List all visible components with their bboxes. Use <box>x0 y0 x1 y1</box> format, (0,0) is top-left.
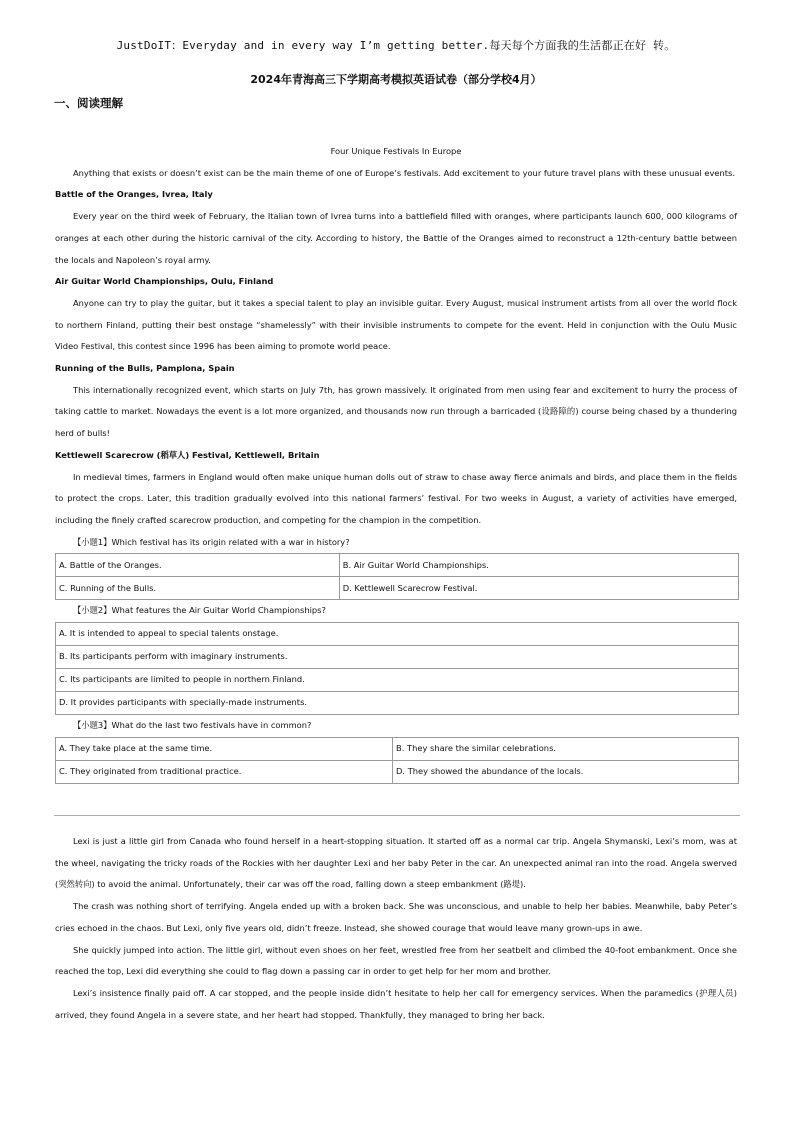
festival-heading-4: Kettlewell Scarecrow (稻草人) Festival, Kettlewell, Britain <box>55 449 320 460</box>
festival-text-1: Every year on the third week of February, the Italian town of Ivrea turns into a battlefield filled with oranges, where participants launch 600, 000 kilograms of oranges at each other during the historic carnival of the city. According to history, the Battle of the Oranges aimed to reconstruct a 12th-century battle between the locals and Napoleon’s royal army. <box>55 211 737 265</box>
section-heading: 一、阅读理解 <box>54 96 123 110</box>
q3-option-c[interactable]: C. They originated from traditional practice. <box>56 760 393 783</box>
passage-1 <box>55 141 737 784</box>
q3-option-b[interactable]: B. They share the similar celebrations. <box>393 737 739 760</box>
q1-option-d[interactable]: D. Kettlewell Scarecrow Festival. <box>339 577 738 600</box>
q2-option-a[interactable]: A. It is intended to appeal to special talents onstage. <box>56 623 739 646</box>
question-1-stem: 【小题1】Which festival has its origin related with a war in history? <box>73 536 350 547</box>
festival-text-3: This internationally recognized event, which starts on July 7th, has grown massively. It originated from men using fear and excitement to hurry the process of taking cattle to market. Nowadays the event is a lot more organized, and thousands now run through a barricaded (设路障的) course being chased by a thundering herd of bulls! <box>55 384 737 439</box>
q3-option-d[interactable]: D. They showed the abundance of the locals. <box>393 760 739 783</box>
passage-2-paragraph-3: She quickly jumped into action. The little girl, without even shoes on her feet, wrestled free from her seatbelt and climbed the 40-foot embankment. Once she reached the top, Lexi did everything she could to flag down a passing car in order to get help for her mom and brother. <box>55 944 737 977</box>
question-2-options <box>55 622 739 715</box>
page-header: JustDoIT：Everyday and in every way I’m getting better.每天每个方面我的生活都正在好 转。 <box>116 39 676 52</box>
question-1-options <box>55 553 739 600</box>
q3-option-a[interactable]: A. They take place at the same time. <box>56 737 393 760</box>
q1-option-a[interactable]: A. Battle of the Oranges. <box>56 554 340 577</box>
festival-heading-3: Running of the Bulls, Pamplona, Spain <box>55 363 235 374</box>
q2-option-c[interactable]: C. Its participants are limited to people in northern Finland. <box>56 669 739 692</box>
question-2-stem: 【小题2】What features the Air Guitar World Championships? <box>73 605 326 616</box>
question-3-options <box>55 737 739 784</box>
q1-option-b[interactable]: B. Air Guitar World Championships. <box>339 554 738 577</box>
passage-2-paragraph-1: Lexi is just a little girl from Canada who found herself in a heart-stopping situation. It started off as a normal car trip. Angela Shymanski, Lexi’s mom, was at the wheel, navigating the tricky roads of the Rockies with her daughter Lexi and her baby Peter in the car. An unexpected animal ran into the road. Angela swerved (突然转向) to avoid the animal. Unfortunately, their car was off the road, falling down a steep embankment (路堤). <box>55 836 737 890</box>
festival-heading-1: Battle of the Oranges, Ivrea, Italy <box>55 189 213 200</box>
q2-option-b[interactable]: B. Its participants perform with imaginary instruments. <box>56 646 739 669</box>
festival-heading-2: Air Guitar World Championships, Oulu, Finland <box>55 276 274 287</box>
passage-title: Four Unique Festivals In Europe <box>330 146 462 156</box>
passage-intro: Anything that exists or doesn’t exist can be the main theme of one of Europe’s festivals. Add excitement to your future travel plans with these unusual events. <box>73 167 736 178</box>
passage-2-paragraph-4: Lexi’s insistence finally paid off. A car stopped, and the people inside didn’t hesitate to help her call for emergency services. When the paramedics (护理人员) arrived, they found Angela in a severe state, and her heart had stopped. Thankfully, they managed to bring her back. <box>55 987 737 1020</box>
passage-2 <box>55 831 737 1026</box>
exam-title: 2024年青海高三下学期高考模拟英语试卷（部分学校4月） <box>250 73 542 86</box>
festival-text-4: In medieval times, farmers in England would often make unique human dolls out of straw to chase away fierce animals and birds, and place them in the fields to protect the crops. Later, this tradition gradually evolved into this national farmers’ festival. For two weeks in August, a variety of activities have emerged, including the finely crafted scarecrow production, and competing for the champion in the competition. <box>55 471 737 525</box>
section-divider <box>54 815 740 816</box>
festival-text-2: Anyone can try to play the guitar, but it takes a special talent to play an invisible guitar. Every August, musical instrument artists from all over the world flock to northern Finland, putting their best onstage “shamelessly” with their invisible instruments to compete for the event. Held in conjunction with the Oulu Music Video Festival, this contest since 1996 has been aiming to promote world peace. <box>55 297 737 352</box>
passage-2-paragraph-2: The crash was nothing short of terrifying. Angela ended up with a broken back. She was unconscious, and unable to help her babies. Meanwhile, baby Peter’s cries echoed in the chaos. But Lexi, only five years old, didn’t freeze. Instead, she showed courage that would leave many grown-ups in awe. <box>55 901 737 933</box>
q2-option-d[interactable]: D. It provides participants with specially-made instruments. <box>56 692 739 715</box>
question-3-stem: 【小题3】What do the last two festivals have in common? <box>73 720 312 731</box>
q1-option-c[interactable]: C. Running of the Bulls. <box>56 577 340 600</box>
